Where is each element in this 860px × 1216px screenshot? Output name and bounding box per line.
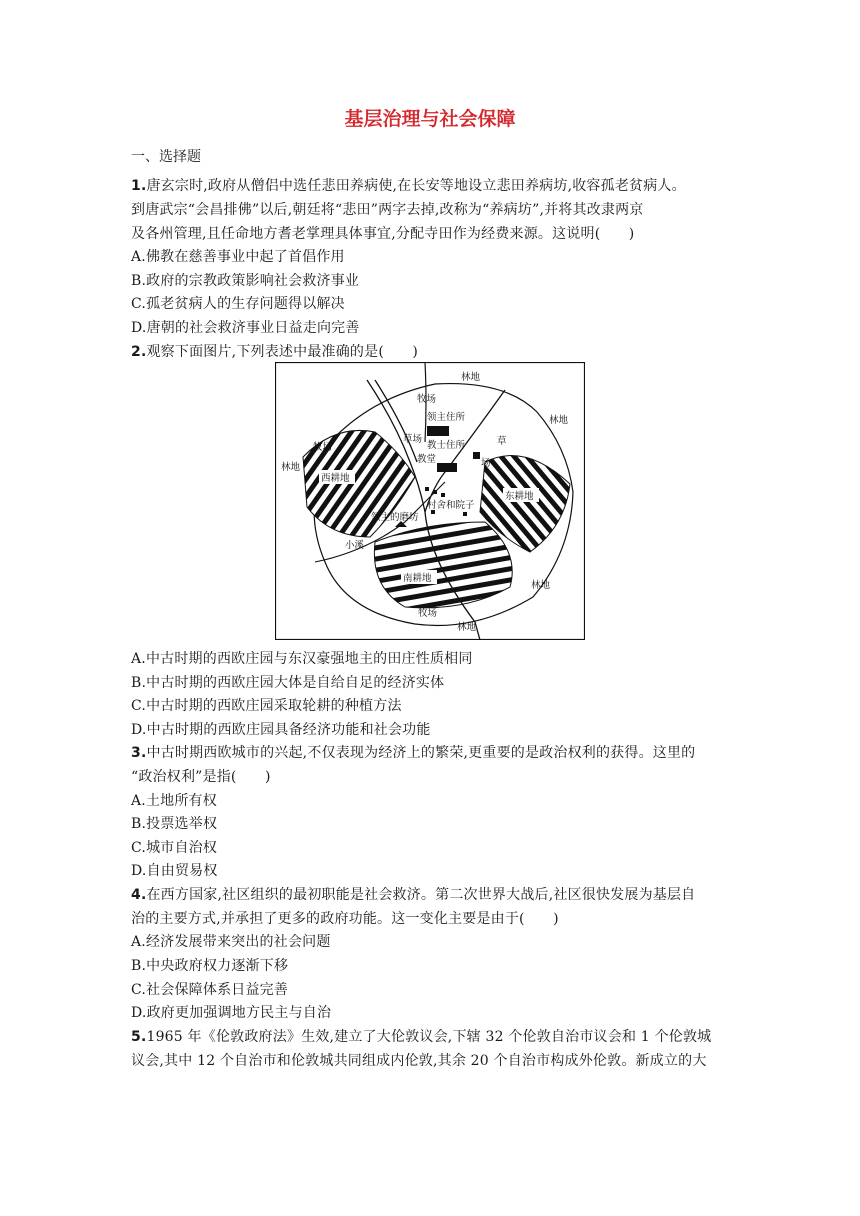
label-church: 教堂 [417, 454, 437, 465]
question-1-line-2: 到唐武宗“会昌排佛”以后,朝廷将“悲田”两字去掉,改称为“养病坊”,并将其改隶两京 [131, 202, 644, 218]
label-forest-right: 林地 [549, 415, 569, 426]
question-5-line-2: 议会,其中 12 个自治市和伦敦城共同组成内伦敦,其余 20 个自治市构成外伦敦。新成立的大 [131, 1053, 707, 1069]
question-4-option-d: D.政府更加强调地方民主与自治 [131, 1005, 332, 1021]
question-1-option-a: A.佛教在慈善事业中起了首倡作用 [131, 249, 345, 265]
label-east-field: 东耕地 [505, 491, 534, 502]
question-3-option-b: B.投票选举权 [131, 816, 218, 832]
question-1-option-d: D.唐朝的社会救济事业日益走向完善 [131, 320, 360, 336]
question-2-option-b: B.中古时期的西欧庄园大体是自给自足的经济实体 [131, 675, 445, 691]
priest-house-building [473, 452, 480, 459]
question-1-line-1: 1.唐玄宗时,政府从僧侣中选任悲田养病使,在长安等地设立悲田养病坊,收容孤老贫病人。 [131, 178, 686, 194]
label-meadow-right-2: 场 [481, 458, 491, 469]
question-4-option-a: A.经济发展带来突出的社会问题 [131, 934, 331, 950]
question-number: 1. [131, 178, 147, 194]
question-1-option-b: B.政府的宗教政策影响社会救济事业 [131, 273, 360, 289]
question-number: 2. [131, 344, 147, 360]
cottage [441, 493, 445, 497]
label-village: 村舍和院子 [427, 500, 475, 511]
manor-map-figure [275, 362, 585, 640]
label-meadow-right-1: 草 [497, 436, 507, 447]
cottage [463, 512, 467, 516]
question-4-option-c: C.社会保障体系日益完善 [131, 982, 289, 998]
question-3-line-2: “政治权利”是指( ) [131, 769, 271, 785]
label-south-field: 南耕地 [403, 573, 432, 584]
label-west-field: 西耕地 [321, 473, 350, 484]
section-heading: 一、选择题 [131, 149, 201, 165]
lord-house-building [427, 426, 449, 436]
label-priest-house: 教士住所 [427, 440, 466, 451]
question-1-line-3: 及各州管理,且任命地方耆老掌理具体事宜,分配寺田作为经费来源。这说明( ) [131, 226, 635, 242]
church-building [437, 463, 457, 472]
question-3-option-a: A.土地所有权 [131, 793, 217, 809]
cottage [433, 490, 437, 494]
label-forest-bottom: 林地 [457, 622, 477, 633]
label-pasture-bottom: 牧场 [418, 608, 438, 619]
label-meadow-left: 草场 [403, 434, 423, 445]
question-number: 4. [131, 887, 147, 903]
question-2-option-d: D.中古时期的西欧庄园具备经济功能和社会功能 [131, 722, 431, 738]
label-stream: 小溪 [345, 540, 365, 551]
question-3-line-1: 3.中古时期西欧城市的兴起,不仅表现为经济上的繁荣,更重要的是政治权利的获得。这里的 [131, 745, 696, 761]
question-3-option-d: D.自由贸易权 [131, 863, 218, 879]
label-mill: 领主的磨坊 [371, 512, 419, 523]
label-pasture-left: 牧场 [313, 442, 333, 453]
question-2-option-c: C.中古时期的西欧庄园采取轮耕的种植方法 [131, 698, 402, 714]
question-2-option-a: A.中古时期的西欧庄园与东汉豪强地主的田庄性质相同 [131, 651, 473, 667]
label-forest-top: 林地 [461, 372, 481, 383]
page-title: 基层治理与社会保障 [344, 108, 516, 130]
question-number: 3. [131, 745, 147, 761]
question-number: 5. [131, 1029, 147, 1045]
label-lord-house: 领主住所 [427, 412, 466, 423]
question-4-line-2: 治的主要方式,并承担了更多的政府功能。这一变化主要是由于( ) [131, 911, 559, 927]
question-4-option-b: B.中央政府权力逐渐下移 [131, 958, 289, 974]
label-forest-left: 林地 [281, 462, 301, 473]
label-pasture-top: 牧场 [417, 394, 437, 405]
south-field [374, 522, 512, 608]
label-forest-bottom-right: 林地 [531, 580, 551, 591]
question-1-option-c: C.孤老贫病人的生存问题得以解决 [131, 296, 345, 312]
question-5-line-1: 5.1965 年《伦敦政府法》生效,建立了大伦敦议会,下辖 32 个伦敦自治市议会和 1 个伦敦城 [131, 1029, 712, 1045]
question-2-line-1: 2.观察下面图片,下列表述中最准确的是( ) [131, 344, 419, 360]
question-3-option-c: C.城市自治权 [131, 840, 218, 856]
cottage [425, 487, 429, 491]
question-4-line-1: 4.在西方国家,社区组织的最初职能是社会救济。第二次世界大战后,社区很快发展为基层自 [131, 887, 696, 903]
